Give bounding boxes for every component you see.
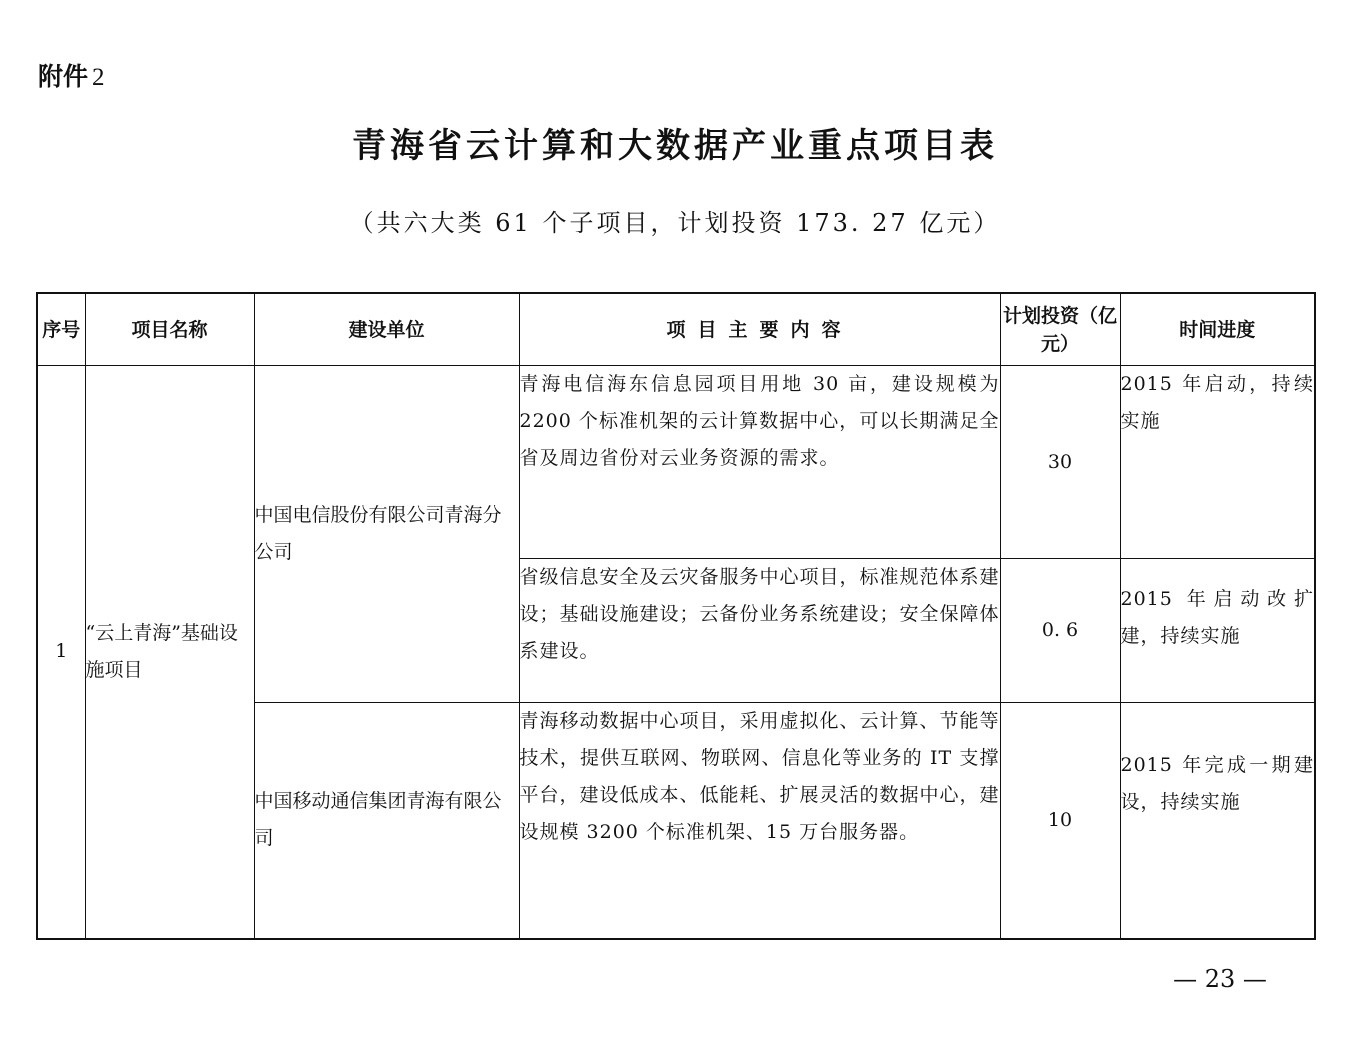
document-title: 青海省云计算和大数据产业重点项目表 [352,126,998,166]
table-row [37,366,1315,559]
project-table [36,292,1316,940]
cell-seq: 1 [37,366,85,939]
table-header-row [37,293,1315,366]
cell-content: 青海移动数据中心项目，采用虚拟化、云计算、节能等技术，提供互联网、物联网、信息化等业务的 IT 支撑平台，建设低成本、低能耗、扩展灵活的数据中心，建设规模 3200 个标准机架、15 万台服务器。 [519,703,1000,939]
attachment-number: 2 [92,64,105,91]
attachment-label [38,60,105,95]
cell-content: 省级信息安全及云灾备服务中心项目，标准规范体系建设；基础设施建设；云备份业务系统建设；安全保障体系建设。 [519,559,1000,703]
document-subtitle: （共六大类 61 个子项目，计划投资 173. 27 亿元） [349,209,1001,237]
header-unit: 建设单位 [254,293,519,366]
cell-progress: 2015 年启动，持续实施 [1120,366,1315,559]
header-seq: 序号 [37,293,85,366]
cell-unit-mobile: 中国移动通信集团青海有限公司 [254,703,519,939]
header-progress: 时间进度 [1120,293,1315,366]
attachment-text: 附件 [38,62,89,91]
header-content: 项目主要内容 [519,293,1000,366]
header-project-name: 项目名称 [85,293,254,366]
cell-progress: 2015 年完成一期建设，持续实施 [1120,703,1315,939]
page-number: — 23 — [1173,965,1267,993]
cell-investment: 30 [1000,366,1120,559]
cell-project-name: “云上青海”基础设施项目 [85,366,254,939]
cell-content: 青海电信海东信息园项目用地 30 亩，建设规模为 2200 个标准机架的云计算数据中心，可以长期满足全省及周边省份对云业务资源的需求。 [519,366,1000,559]
cell-investment: 0. 6 [1000,559,1120,703]
cell-progress: 2015 年启动改扩建，持续实施 [1120,559,1315,703]
header-investment: 计划投资（亿元） [1000,293,1120,366]
cell-unit-telecom: 中国电信股份有限公司青海分公司 [254,366,519,703]
cell-investment: 10 [1000,703,1120,939]
